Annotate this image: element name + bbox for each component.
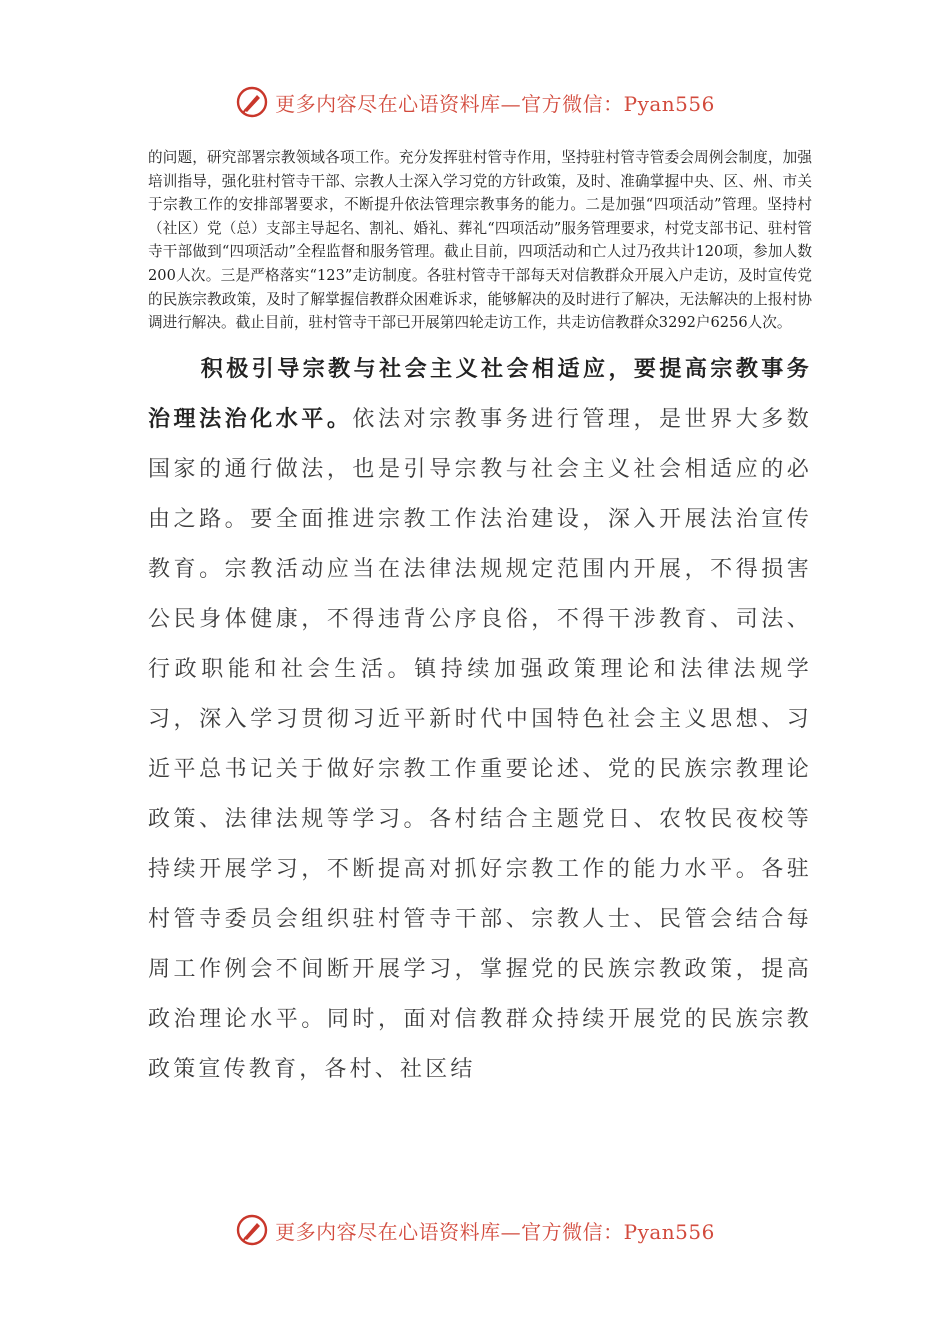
document-body — [148, 146, 812, 1095]
paragraph-lead-sentence: 积极引导宗教与社会主义社会相适应，要提高宗教事务治理法治化水平。 — [148, 356, 812, 432]
header-watermark-text: 更多内容尽在心语资料库—官方微信：Pyan556 — [275, 91, 715, 116]
pen-logo-icon — [235, 1213, 269, 1247]
footer-watermark — [0, 1210, 950, 1250]
pen-logo-icon — [235, 85, 269, 119]
header-watermark — [0, 82, 950, 122]
main-paragraph — [148, 345, 812, 1095]
paragraph-body-text: 依法对宗教事务进行管理，是世界大多数国家的通行做法，也是引导宗教与社会主义社会相适应的必由之路。要全面推进宗教工作法治建设，深入开展法治宣传教育。宗教活动应当在法律法规规定范围内开展，不得损害公民身体健康，不得违背公序良俗，不得干涉教育、司法、行政职能和社会生活。镇持续加强政策理论和法律法规学习，深入学习贯彻习近平新时代中国特色社会主义思想、习近平总书记关于做好宗教工作重要论述、党的民族宗教理论政策、法律法规等学习。各村结合主题党日、农牧民夜校等持续开展学习，不断提高对抓好宗教工作的能力水平。各驻村管寺委员会组织驻村管寺干部、宗教人士、民管会结合每周工作例会不间断开展学习，掌握党的民族宗教政策，提高政治理论水平。同时，面对信教群众持续开展党的民族宗教政策宣传教育，各村、社区结 — [148, 406, 812, 1082]
continuation-paragraph: 的问题，研究部署宗教领域各项工作。充分发挥驻村管寺作用，坚持驻村管寺管委会周例会制度，加强培训指导，强化驻村管寺干部、宗教人士深入学习党的方针政策，及时、准确掌握中央、区、州、市关于宗教工作的安排部署要求，不断提升依法管理宗教事务的能力。二是加强“四项活动”管理。坚持村（社区）党（总）支部主导起名、割礼、婚礼、葬礼“四项活动”服务管理要求，村党支部书记、驻村管寺干部做到“四项活动”全程监督和服务管理。截止目前，四项活动和亡人过乃孜共计120项，参加人数200人次。三是严格落实“123”走访制度。各驻村管寺干部每天对信教群众开展入户走访，及时宣传党的民族宗教政策，及时了解掌握信教群众困难诉求，能够解决的及时进行了解决，无法解决的上报村协调进行解决。截止目前，驻村管寺干部已开展第四轮走访工作，共走访信教群众3292户6256人次。 — [148, 149, 812, 332]
footer-watermark-text: 更多内容尽在心语资料库—官方微信：Pyan556 — [275, 1219, 715, 1244]
